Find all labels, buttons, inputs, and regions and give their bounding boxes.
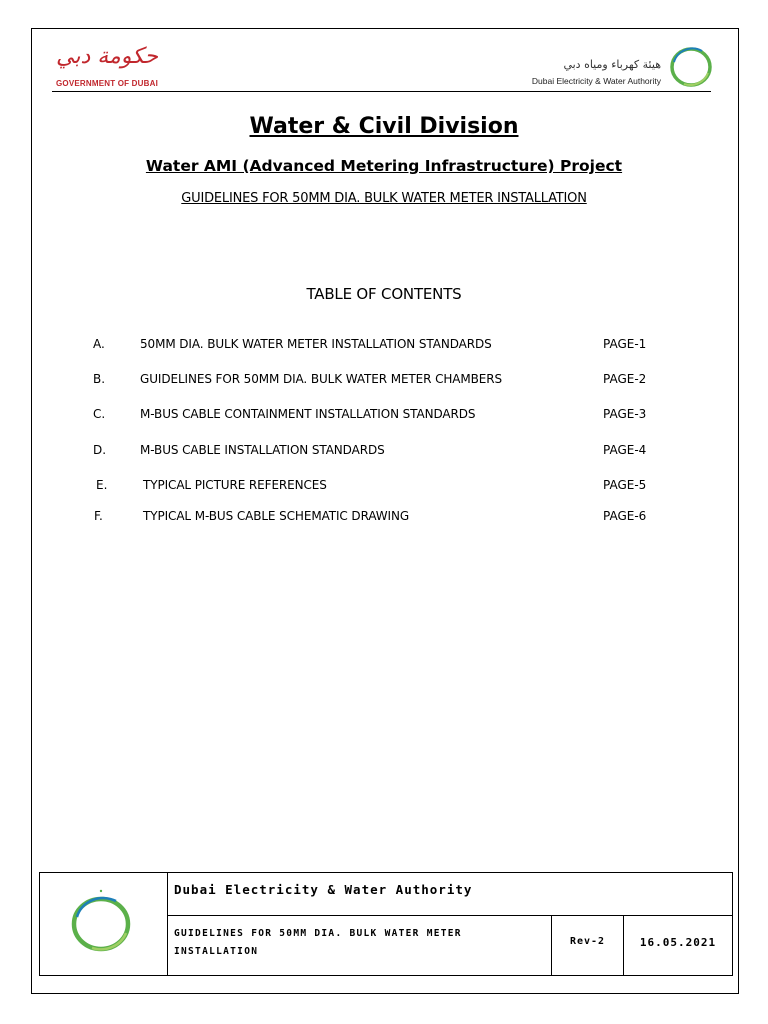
dewa-ring-logo-icon — [66, 887, 136, 957]
toc-item — [0, 407, 768, 425]
header-divider — [52, 91, 711, 92]
toc-item-text: TYPICAL M-BUS CABLE SCHEMATIC DRAWING — [143, 509, 410, 523]
division-title: Water & Civil Division — [249, 114, 519, 139]
footer-revision: Rev-2 — [569, 936, 606, 947]
toc-item-page: PAGE-3 — [603, 407, 647, 421]
toc-item-text: M-BUS CABLE INSTALLATION STANDARDS — [140, 443, 385, 457]
toc-item-page: PAGE-6 — [603, 509, 647, 523]
toc-item — [0, 509, 768, 527]
toc-item-page: PAGE-2 — [603, 372, 647, 386]
footer-logo-cell — [40, 873, 168, 975]
toc-item-page: PAGE-1 — [603, 337, 647, 351]
guideline-title: GUIDELINES FOR 50MM DIA. BULK WATER METER INSTALLATION — [181, 191, 587, 206]
toc-item — [0, 372, 768, 390]
footer-date: 16.05.2021 — [639, 936, 717, 949]
dewa-logo-text: Dubai Electricity & Water Authority — [531, 76, 661, 86]
dewa-ring-logo-icon — [664, 42, 716, 90]
footer-date-cell — [624, 916, 732, 975]
toc-item-text: TYPICAL PICTURE REFERENCES — [143, 478, 327, 492]
toc-item-letter: A. — [93, 337, 105, 351]
toc-item — [0, 337, 768, 355]
dewa-logo-arabic: هيئة كهرباء ومياه دبي — [563, 58, 661, 71]
toc-item-letter: C. — [93, 407, 106, 421]
toc-item-text: 50MM DIA. BULK WATER METER INSTALLATION STANDARDS — [140, 337, 492, 351]
toc-item-text: M-BUS CABLE CONTAINMENT INSTALLATION STANDARDS — [140, 407, 476, 421]
footer-company-cell — [168, 873, 732, 916]
toc-item-page: PAGE-4 — [603, 443, 647, 457]
project-title: Water AMI (Advanced Metering Infrastructure) Project — [145, 157, 623, 175]
government-of-dubai-logo-arabic: حكومة دبي — [56, 44, 158, 69]
toc-item — [0, 478, 768, 496]
toc-item — [0, 443, 768, 461]
toc-item-letter: B. — [93, 372, 106, 386]
government-of-dubai-logo-text: GOVERNMENT OF DUBAI — [55, 79, 159, 88]
footer-revision-cell — [552, 916, 624, 975]
footer-document-title: GUIDELINES FOR 50MM DIA. BULK WATER METER INSTALLATION — [174, 928, 462, 957]
toc-item-letter: F. — [94, 509, 103, 523]
footer-document-cell — [168, 916, 552, 975]
footer-title-block — [39, 872, 733, 976]
toc-item-page: PAGE-5 — [603, 478, 647, 492]
footer-company-name: Dubai Electricity & Water Authority — [174, 882, 473, 897]
toc-heading: TABLE OF CONTENTS — [306, 285, 462, 303]
toc-item-text: GUIDELINES FOR 50MM DIA. BULK WATER METER CHAMBERS — [140, 372, 503, 386]
toc-item-letter: D. — [93, 443, 107, 457]
toc-item-letter: E. — [96, 478, 108, 492]
